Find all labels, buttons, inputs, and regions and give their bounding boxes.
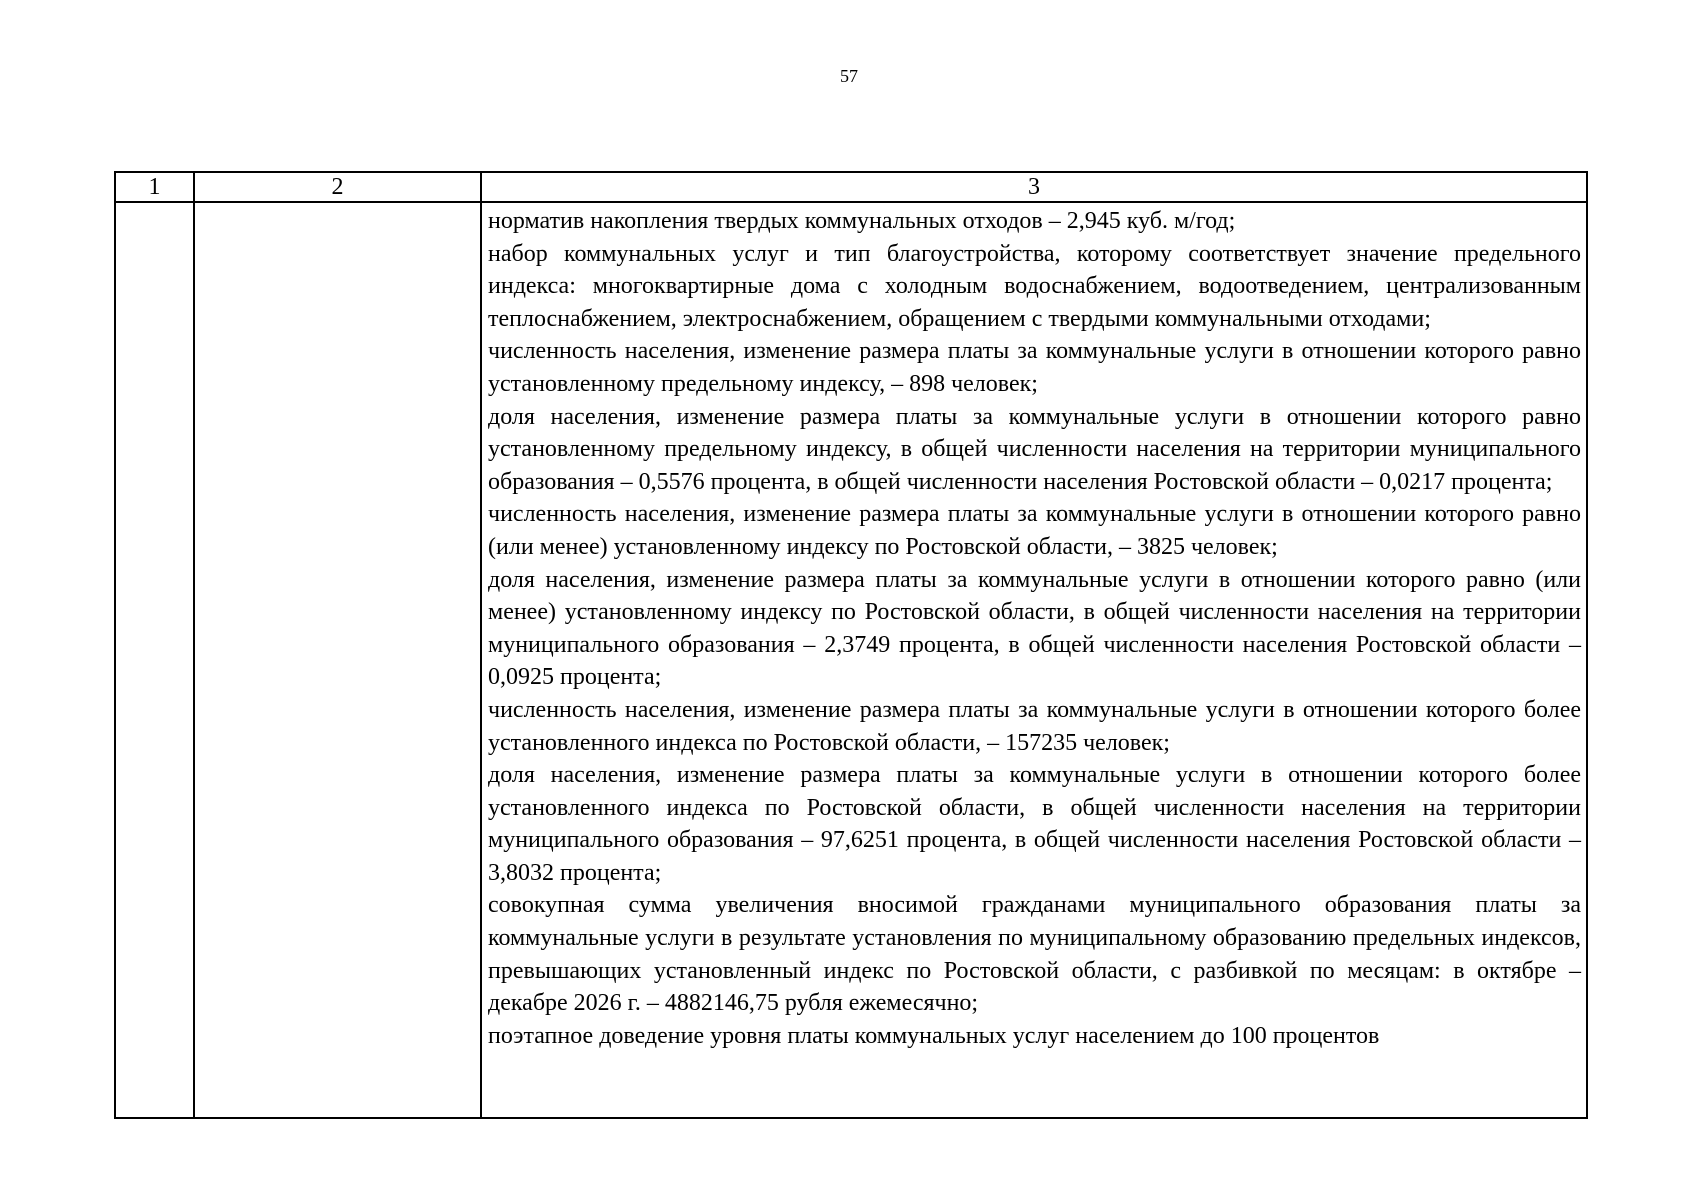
table-header-row bbox=[115, 172, 1587, 202]
column-header-1: 1 bbox=[115, 172, 194, 202]
cell-column-1 bbox=[115, 202, 194, 1118]
document-table bbox=[114, 171, 1588, 1119]
paragraph-gradual-increase: поэтапное доведение уровня платы коммунальных услуг населением до 100 процентов bbox=[488, 1022, 1380, 1049]
cell-column-3 bbox=[481, 202, 1587, 1118]
paragraph-total-increase: совокупная сумма увеличения вносимой гражданами муниципального образования платы за коммунальные услуги в результате установления по муниципальному образованию предельных индексов, превышающих установленный индекс по Ростовской области, с разбивкой по месяцам: в октябре – декабре 2026 г. – 4882146,75 рубля ежемесячно; bbox=[488, 892, 1581, 1017]
paragraph-population-equal-limit: численность населения, изменение размера платы за коммунальные услуги в отношении которого равно установленному предельному индексу, – 898 человек; bbox=[488, 338, 1581, 397]
paragraph-share-more: доля населения, изменение размера платы за коммунальные услуги в отношении которого более установленного индекса по Ростовской области, в общей численности населения на территории муниципального образования – 97,6251 процента, в общей численности населения Ростовской области – 3,8032 процента; bbox=[488, 762, 1581, 886]
page-number: 57 bbox=[840, 66, 858, 86]
column-header-2: 2 bbox=[194, 172, 481, 202]
paragraph-services-set: набор коммунальных услуг и тип благоустройства, которому соответствует значение предельного индекса: многоквартирные дома с холодным водоснабжением, водоотведением, централизованным теплоснабжением, электроснабжением, обращением с твердыми коммунальными отходами; bbox=[488, 240, 1581, 332]
paragraph-population-equal-or-less: численность населения, изменение размера платы за коммунальные услуги в отношении которого равно (или менее) установленному индексу по Ростовской области, – 3825 человек; bbox=[488, 501, 1581, 560]
paragraph-share-equal-or-less: доля населения, изменение размера платы за коммунальные услуги в отношении которого равно (или менее) установленному индексу по Ростовской области, в общей численности населения на территории муниципального образования – 2,3749 процента, в общей численности населения Ростовской области – 0,0925 процента; bbox=[488, 566, 1581, 691]
table-row bbox=[115, 202, 1587, 1118]
cell-column-2 bbox=[194, 202, 481, 1118]
paragraph-waste-norm: норматив накопления твердых коммунальных отходов – 2,945 куб. м/год; bbox=[488, 208, 1236, 234]
paragraph-share-equal-limit: доля населения, изменение размера платы за коммунальные услуги в отношении которого равно установленному предельному индексу, в общей численности населения на территории муниципального образования – 0,5576 процента, в общей численности населения Ростовской области – 0,0217 процента; bbox=[488, 403, 1581, 495]
column-header-3: 3 bbox=[481, 172, 1587, 202]
paragraph-population-more: численность населения, изменение размера платы за коммунальные услуги в отношении которого более установленного индекса по Ростовской области, – 157235 человек; bbox=[488, 696, 1581, 756]
